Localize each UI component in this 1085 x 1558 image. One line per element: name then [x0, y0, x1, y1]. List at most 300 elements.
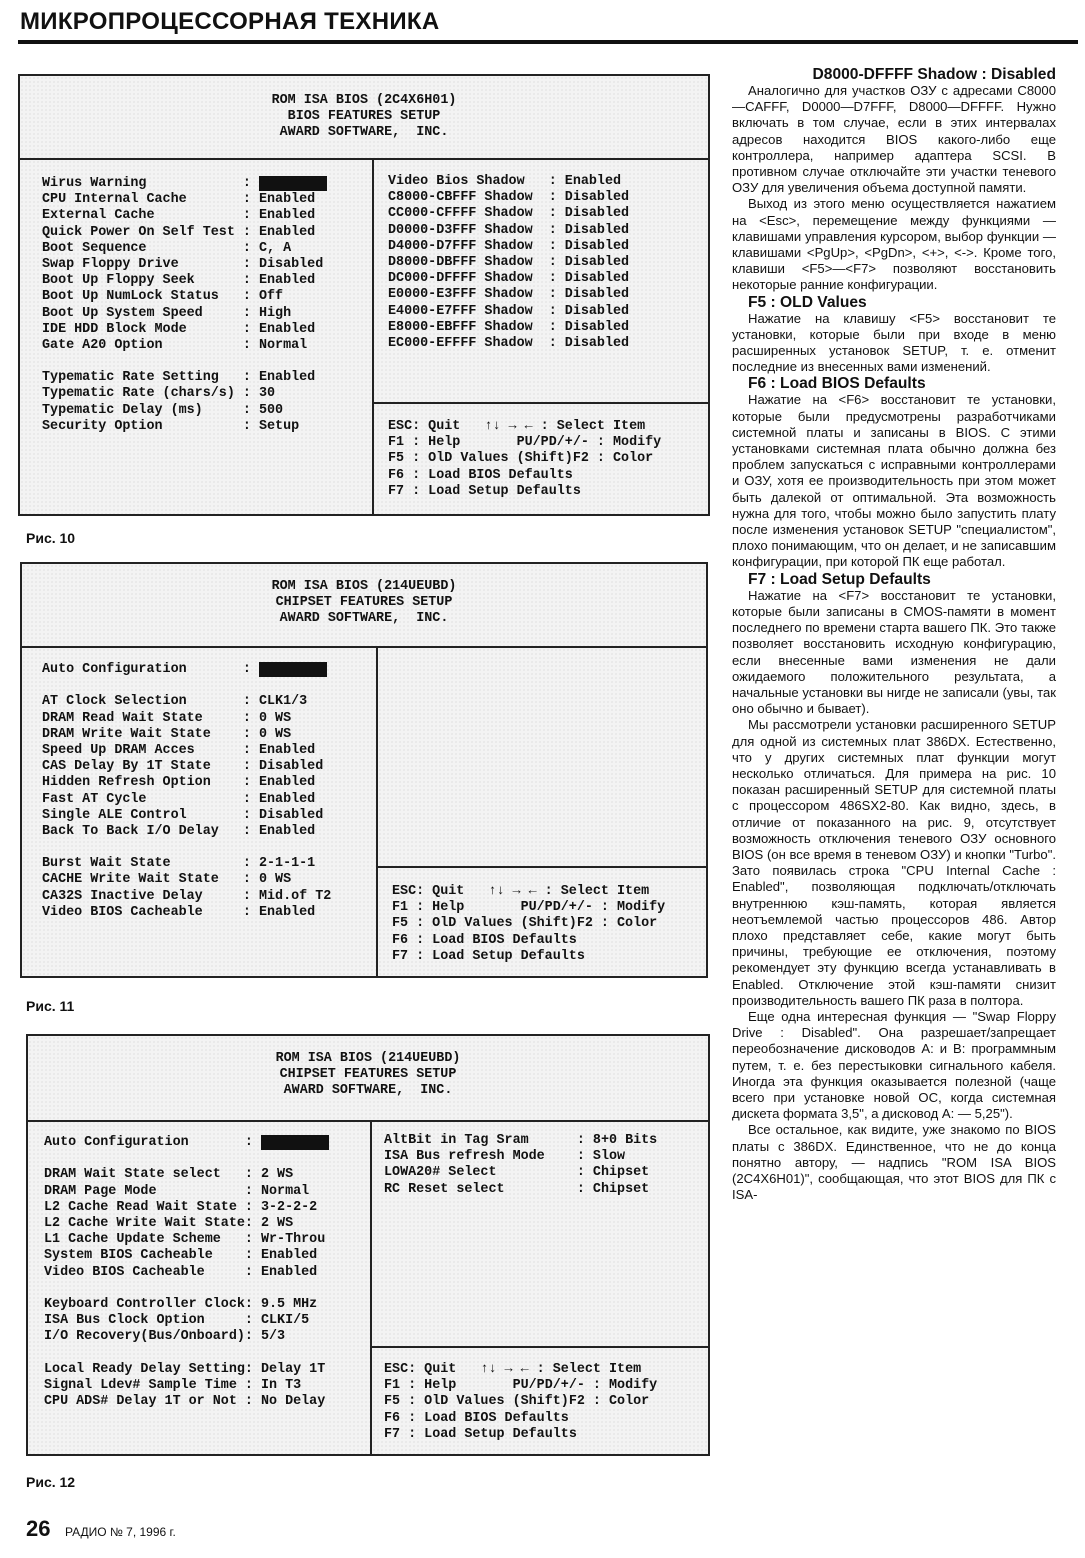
setting-value[interactable]: Delay 1T: [260, 1361, 326, 1377]
setting-label: L2 Cache Write Wait State: [44, 1215, 245, 1231]
setting-label: Wirus Warning: [42, 176, 147, 191]
setting-value[interactable]: Disabled: [564, 190, 630, 206]
setting-separator: :: [244, 1215, 261, 1231]
setting-separator: :: [548, 303, 565, 319]
setting-label: Boot Up System Speed: [42, 305, 203, 321]
setting-value[interactable]: Disabled: [258, 759, 324, 775]
setting-label: Security Option: [42, 418, 163, 434]
setting-row[interactable]: [388, 190, 629, 206]
publication-info: РАДИО № 7, 1996 г.: [64, 1525, 176, 1539]
setting-row[interactable]: [42, 872, 331, 888]
setting-separator: :: [244, 1135, 261, 1150]
setting-row[interactable]: [42, 386, 327, 402]
setting-label: DRAM Read Wait State: [42, 710, 203, 726]
bios-header-line: CHIPSET FEATURES SETUP: [275, 595, 453, 611]
keys-divider: [371, 1346, 708, 1348]
setting-row[interactable]: [42, 759, 331, 775]
key-hint: F6 : Load BIOS Defaults: [388, 467, 573, 483]
setting-separator: :: [242, 256, 259, 272]
key-hint: F1 : Help PU/PD/+/- : Modify: [384, 1378, 658, 1394]
article-heading: D8000-DFFFF Shadow : Disabled: [812, 66, 1056, 83]
setting-row[interactable]: [42, 792, 331, 808]
setting-separator: :: [242, 208, 259, 224]
column-divider: [376, 646, 378, 976]
setting-separator: :: [242, 386, 259, 402]
setting-row[interactable]: [388, 304, 629, 320]
setting-value[interactable]: CLKI/5: [260, 1313, 310, 1329]
setting-label: Signal Ldev# Sample Time: [44, 1377, 237, 1393]
setting-value[interactable]: Enabled: [258, 273, 316, 289]
setting-separator: :: [242, 823, 259, 839]
setting-value[interactable]: Wr-Throu: [260, 1232, 326, 1248]
setting-row[interactable]: [384, 1165, 657, 1181]
setting-value[interactable]: Enabled: [564, 174, 622, 189]
setting-label: Single ALE Control: [42, 807, 187, 823]
setting-row[interactable]: [388, 336, 629, 352]
header-rule: [18, 40, 1078, 44]
setting-value[interactable]: Enabled: [258, 224, 316, 240]
selected-value-highlight[interactable]: [261, 1135, 329, 1150]
key-hint: F5 : OlD Values (Shift)F2 : Color: [384, 1394, 650, 1410]
setting-value[interactable]: Enabled: [258, 370, 316, 386]
setting-row[interactable]: [42, 289, 327, 305]
setting-value[interactable]: Slow: [592, 1149, 626, 1165]
setting-separator: :: [242, 856, 259, 872]
selected-value-highlight[interactable]: [259, 662, 327, 677]
setting-label: Video BIOS Cacheable: [42, 904, 203, 920]
setting-separator: :: [548, 238, 565, 254]
setting-row[interactable]: [42, 727, 331, 743]
setting-separator: :: [242, 694, 259, 710]
setting-label: AT Clock Selection: [42, 694, 187, 710]
setting-label: C8000-CBFFF Shadow: [388, 190, 533, 206]
setting-label: CPU Internal Cache: [42, 192, 187, 208]
page-number: 26: [26, 1516, 51, 1541]
setting-separator: :: [242, 321, 259, 337]
setting-row[interactable]: [388, 239, 629, 255]
setting-separator: :: [242, 273, 259, 289]
setting-row[interactable]: [42, 322, 327, 338]
setting-value[interactable]: 0 WS: [258, 726, 292, 742]
setting-separator: :: [244, 1377, 261, 1393]
setting-separator: :: [244, 1361, 261, 1377]
key-hint: F6 : Load BIOS Defaults: [392, 932, 577, 948]
setting-value[interactable]: Mid.of T2: [258, 888, 332, 904]
setting-value[interactable]: Disabled: [564, 335, 630, 351]
setting-row[interactable]: [384, 1182, 657, 1198]
bios-screen-fig12: [26, 1034, 710, 1456]
bios-header-line: AWARD SOFTWARE, INC.: [283, 1083, 453, 1099]
setting-label: Gate A20 Option: [42, 337, 163, 353]
setting-separator: :: [244, 1296, 261, 1312]
figure-caption: Рис. 11: [26, 998, 75, 1014]
article-paragraph: Нажатие на клавишу <F5> восстановит те установки, которые были при входе в меню расширенных установок SETUP, т. е. отменит последние из внесенных вами изменений.: [732, 310, 1056, 375]
settings-right: [384, 1133, 657, 1198]
setting-separator: :: [548, 222, 565, 238]
setting-label: ISA Bus refresh Mode: [384, 1149, 545, 1165]
article-paragraph: Мы рассмотрели установки расширенного SETUP для одной из системных плат 386DX. Естественно, что у других системных плат функции могут несколько отличаться. Для примера на рис. 10 показан расширенный SETUP для системной платы с процессором 486SX2-80. Как видно, здесь, в отличие от показанного на рис. 9, отсутствует возможность отключения теневого ОЗУ основного BIOS (он все время в теневом ОЗУ) и кнопки "Turbo". Зато появилась строка "CPU Internal Cache : Enabled", позволяющая подключать/отключать внутреннюю кэш-память, которая является неотъемлемой частью процессоров 486. Автор плохо представляет себе, какие могут быть причины, требующие ее отключения, поэтому рекомендует эту функцию всегда устанавливать в Enabled. Отключение этой кэш-памяти снизит производительность вашего ПК раза в полтора.: [732, 717, 1056, 1008]
setting-separator: :: [244, 1329, 261, 1345]
setting-row[interactable]: [42, 338, 327, 354]
row-spacer: [42, 678, 331, 694]
setting-value[interactable]: Disabled: [258, 807, 324, 823]
setting-separator: :: [244, 1232, 261, 1248]
setting-label: External Cache: [42, 208, 155, 224]
setting-row[interactable]: [42, 208, 327, 224]
setting-row[interactable]: [42, 192, 327, 208]
setting-separator: :: [548, 335, 565, 351]
setting-separator: :: [242, 726, 259, 742]
key-hint: F5 : OlD Values (Shift)F2 : Color: [392, 916, 658, 932]
setting-row[interactable]: [42, 176, 327, 192]
settings-left: [42, 662, 331, 921]
setting-row[interactable]: [42, 775, 331, 791]
setting-row[interactable]: [42, 905, 331, 921]
article-heading: F5 : OLD Values: [748, 293, 867, 311]
setting-row[interactable]: [44, 1200, 329, 1216]
setting-value[interactable]: Enabled: [258, 192, 316, 208]
key-legend: [384, 1362, 657, 1443]
setting-row[interactable]: [42, 662, 331, 678]
key-hint: ESC: Quit ↑↓ → ← : Select Item: [388, 419, 646, 434]
setting-separator: :: [242, 289, 259, 305]
setting-row[interactable]: [42, 225, 327, 241]
setting-value[interactable]: Enabled: [258, 742, 316, 758]
article-paragraph: Еще одна интересная функция — "Swap Floppy Drive : Disabled". Она разрешает/запрещает переобозначение дисководов A: и B: программным путем, т. е. без перестыковки сигнального кабеля. Иногда эта функция оказывается полезной (чаще всего при установке новой ОС, когда системная дискета формата 3,5", а дисковод A: — 5,25").: [732, 1008, 1056, 1122]
setting-row[interactable]: [44, 1313, 329, 1329]
setting-separator: :: [244, 1167, 261, 1183]
row-spacer: [44, 1345, 329, 1361]
setting-label: Video BIOS Cacheable: [44, 1264, 205, 1280]
setting-row[interactable]: [388, 320, 629, 336]
setting-separator: :: [244, 1313, 261, 1329]
setting-separator: :: [242, 904, 259, 920]
settings-right: [388, 174, 629, 352]
article-paragraph: Аналогично для участков ОЗУ с адресами C8000—CAFFF, D0000—D7FFF, D8000—DFFFF. Нужно включать в том случае, если в этих интервалах адресов находится BIOS какого-либо еще контроллера, например адаптера SCSI. В противном случае отключайте эти участки теневого ОЗУ для увеличения объема доступной памяти.: [732, 83, 1056, 196]
bios-header: [20, 76, 708, 160]
bios-header-line: AWARD SOFTWARE, INC.: [279, 125, 449, 141]
setting-label: DC000-DFFFF Shadow: [388, 271, 533, 287]
setting-value[interactable]: C, A: [258, 240, 292, 256]
bios-header-line: BIOS FEATURES SETUP: [287, 109, 441, 125]
setting-label: IDE HDD Block Mode: [42, 321, 187, 337]
setting-separator: :: [548, 190, 565, 206]
setting-separator: :: [548, 174, 565, 189]
setting-label: Hidden Refresh Option: [42, 775, 211, 791]
setting-row[interactable]: [388, 206, 629, 222]
setting-separator: :: [244, 1199, 261, 1215]
key-hint: F7 : Load Setup Defaults: [384, 1426, 577, 1442]
setting-value[interactable]: Off: [258, 289, 284, 305]
setting-separator: :: [242, 176, 259, 191]
setting-row[interactable]: [42, 889, 331, 905]
setting-value[interactable]: Disabled: [564, 287, 630, 303]
setting-label: LOWA20# Select: [384, 1165, 497, 1181]
setting-value[interactable]: Disabled: [564, 271, 630, 287]
setting-value[interactable]: In T3: [260, 1377, 302, 1393]
setting-value[interactable]: Disabled: [564, 319, 630, 335]
setting-separator: :: [242, 337, 259, 353]
keys-divider: [377, 866, 706, 868]
setting-label: Local Ready Delay Setting: [44, 1361, 245, 1377]
setting-label: System BIOS Cacheable: [44, 1248, 213, 1264]
setting-value[interactable]: Enabled: [260, 1264, 318, 1280]
setting-separator: :: [242, 710, 259, 726]
key-hint: F7 : Load Setup Defaults: [392, 948, 585, 964]
setting-separator: :: [242, 370, 259, 386]
setting-value[interactable]: 5/3: [260, 1329, 286, 1345]
setting-value[interactable]: Normal: [258, 337, 308, 353]
setting-separator: :: [242, 662, 259, 677]
page-footer: [26, 1516, 176, 1542]
setting-separator: :: [242, 305, 259, 321]
article-heading: F6 : Load BIOS Defaults: [748, 375, 926, 393]
setting-row[interactable]: [42, 257, 327, 273]
setting-row[interactable]: [42, 273, 327, 289]
setting-row[interactable]: [42, 856, 331, 872]
setting-label: DRAM Wait State select: [44, 1167, 221, 1183]
article-paragraph: Выход из этого меню осуществляется нажатием на <Esc>, перемещение между функциями — клавишами управления курсором, выбор функции — клавишами <PgUp>, <PgDn>, <+>, <->. Кроме того, клавиши <F5>—<F7> позволяют восстановить некоторые ранние конфигурации.: [732, 196, 1056, 293]
setting-separator: :: [548, 271, 565, 287]
setting-value[interactable]: Enabled: [258, 321, 316, 337]
setting-row[interactable]: [44, 1184, 329, 1200]
setting-label: Fast AT Cycle: [42, 791, 147, 807]
row-spacer: [42, 840, 331, 856]
setting-label: CC000-CFFFF Shadow: [388, 206, 533, 222]
setting-row[interactable]: [44, 1248, 329, 1264]
bios-header-line: ROM ISA BIOS (214UEUBD): [275, 1051, 461, 1066]
setting-value[interactable]: Enabled: [258, 208, 316, 224]
column-divider: [372, 158, 374, 514]
bios-header-line: AWARD SOFTWARE, INC.: [279, 611, 449, 627]
bios-header-line: ROM ISA BIOS (214UEUBD): [271, 579, 457, 594]
setting-value[interactable]: Enabled: [258, 904, 316, 920]
setting-separator: :: [244, 1183, 261, 1199]
setting-value[interactable]: 2 WS: [260, 1215, 294, 1231]
setting-row[interactable]: [44, 1265, 329, 1281]
setting-row[interactable]: [388, 255, 629, 271]
setting-label: RC Reset select: [384, 1181, 505, 1197]
setting-row[interactable]: [44, 1135, 329, 1151]
figure-caption: Рис. 10: [26, 530, 76, 546]
setting-label: L1 Cache Update Scheme: [44, 1232, 221, 1248]
setting-row[interactable]: [42, 370, 327, 386]
bios-header-line: ROM ISA BIOS (2C4X6H01): [271, 93, 457, 108]
figure-caption: Рис. 12: [26, 1474, 76, 1490]
setting-value[interactable]: 0 WS: [258, 710, 292, 726]
setting-separator: :: [576, 1133, 593, 1148]
setting-value[interactable]: Enabled: [258, 823, 316, 839]
row-spacer: [44, 1281, 329, 1297]
setting-row[interactable]: [388, 223, 629, 239]
setting-separator: :: [242, 775, 259, 791]
setting-row[interactable]: [42, 743, 331, 759]
setting-label: AltBit in Tag Sram: [384, 1133, 529, 1148]
setting-value[interactable]: 2 WS: [260, 1167, 294, 1183]
setting-separator: :: [242, 192, 259, 208]
article-paragraph: Нажатие на <F6> восстановит те установки, которые были предусмотрены разработчиками системной платы и записаны в BIOS. С этими установками системная плата обычно должна без проблем запускаться с исправными контроллерами и ОЗУ, хотя ее производительность при этом может быть далекой от оптимальной. Эта возможность нужна для того, чтобы можно было запустить плату после изменения установок SETUP "специалистом", плохо понимающим, что он делает, и не записавшим конфигурации, при которой ПК еще работал.: [732, 392, 1056, 570]
setting-row[interactable]: [44, 1216, 329, 1232]
setting-value[interactable]: Enabled: [260, 1248, 318, 1264]
setting-separator: :: [244, 1264, 261, 1280]
setting-row[interactable]: [42, 694, 331, 710]
setting-row[interactable]: [384, 1149, 657, 1165]
key-hint: F1 : Help PU/PD/+/- : Modify: [388, 435, 662, 451]
setting-label: D8000-DBFFF Shadow: [388, 254, 533, 270]
setting-row[interactable]: [42, 403, 327, 419]
setting-separator: :: [242, 807, 259, 823]
setting-label: Burst Wait State: [42, 856, 171, 872]
setting-value[interactable]: 3-2-2-2: [260, 1199, 318, 1215]
setting-row[interactable]: [44, 1378, 329, 1394]
key-hint: F6 : Load BIOS Defaults: [384, 1410, 569, 1426]
setting-separator: :: [242, 402, 259, 418]
setting-row[interactable]: [44, 1329, 329, 1345]
setting-separator: :: [548, 287, 565, 303]
setting-value[interactable]: 30: [258, 386, 276, 402]
setting-label: Speed Up DRAM Acces: [42, 742, 195, 758]
setting-separator: :: [242, 240, 259, 256]
setting-row[interactable]: [388, 174, 629, 190]
setting-label: I/O Recovery(Bus/Onboard): [44, 1329, 245, 1345]
setting-label: ISA Bus Clock Option: [44, 1313, 205, 1329]
setting-value[interactable]: 8+0 Bits: [592, 1133, 658, 1148]
setting-label: Keyboard Controller Clock: [44, 1296, 245, 1312]
key-legend: [392, 884, 665, 965]
key-hint: ESC: Quit ↑↓ → ← : Select Item: [392, 884, 650, 899]
setting-value[interactable]: No Delay: [260, 1394, 326, 1409]
selected-value-highlight[interactable]: [259, 176, 327, 191]
setting-row[interactable]: [44, 1297, 329, 1313]
setting-row[interactable]: [44, 1394, 329, 1410]
setting-separator: :: [242, 224, 259, 240]
setting-label: CA32S Inactive Delay: [42, 888, 203, 904]
setting-value[interactable]: Disabled: [564, 222, 630, 238]
setting-row[interactable]: [42, 808, 331, 824]
setting-value[interactable]: Chipset: [592, 1165, 650, 1181]
setting-value[interactable]: Disabled: [564, 206, 630, 222]
row-spacer: [44, 1151, 329, 1167]
bios-header: [28, 1036, 708, 1122]
setting-separator: :: [242, 759, 259, 775]
setting-label: Typematic Rate Setting: [42, 370, 219, 386]
setting-label: DRAM Page Mode: [44, 1183, 157, 1199]
setting-label: Swap Floppy Drive: [42, 256, 179, 272]
setting-label: Typematic Rate (chars/s): [42, 386, 235, 402]
key-legend: [388, 419, 661, 500]
column-divider: [370, 1120, 372, 1454]
bios-header: [22, 564, 706, 648]
setting-label: D0000-D3FFF Shadow: [388, 222, 533, 238]
setting-separator: :: [548, 319, 565, 335]
setting-label: Video Bios Shadow: [388, 174, 525, 189]
key-hint: F5 : OlD Values (Shift)F2 : Color: [388, 451, 654, 467]
setting-separator: :: [548, 254, 565, 270]
key-hint: F1 : Help PU/PD/+/- : Modify: [392, 900, 666, 916]
setting-value[interactable]: Normal: [260, 1183, 310, 1199]
setting-row[interactable]: [388, 271, 629, 287]
setting-row[interactable]: [388, 287, 629, 303]
setting-value[interactable]: CLK1/3: [258, 694, 308, 710]
setting-value[interactable]: Disabled: [564, 303, 630, 319]
setting-label: Boot Up Floppy Seek: [42, 273, 195, 289]
setting-value[interactable]: Disabled: [564, 238, 630, 254]
bios-screen-fig11: [20, 562, 708, 978]
setting-row[interactable]: [42, 419, 327, 435]
settings-left: [42, 176, 327, 435]
section-title: МИКРОПРОЦЕССОРНАЯ ТЕХНИКА: [20, 8, 440, 35]
article-paragraph: Нажатие на <F7> восстановит те установки, которые были записаны в CMOS-памяти в момент последнего по времени старта вашего ПК. Это также позволяет восстановить исходную конфигурацию, если внесенные вами изменения не дали ожидаемого положительного результата, а начальные установки вы нигде не записали (увы, так оно обычно и бывает).: [732, 587, 1056, 717]
setting-separator: :: [244, 1248, 261, 1264]
article-heading: F7 : Load Setup Defaults: [748, 570, 931, 588]
setting-separator: :: [244, 1394, 261, 1409]
setting-row[interactable]: [44, 1362, 329, 1378]
setting-label: E4000-E7FFF Shadow: [388, 303, 533, 319]
setting-value[interactable]: Enabled: [258, 791, 316, 807]
setting-value[interactable]: Chipset: [592, 1181, 650, 1197]
setting-label: CAS Delay By 1T State: [42, 759, 211, 775]
key-hint: F7 : Load Setup Defaults: [388, 483, 581, 499]
setting-row[interactable]: [42, 824, 331, 840]
setting-value[interactable]: Disabled: [258, 256, 324, 272]
setting-label: Boot Up NumLock Status: [42, 289, 219, 305]
setting-row[interactable]: [42, 241, 327, 257]
setting-label: Quick Power On Self Test: [42, 224, 235, 240]
setting-value[interactable]: 0 WS: [258, 872, 292, 888]
setting-separator: :: [242, 742, 259, 758]
setting-label: EC000-EFFFF Shadow: [388, 335, 533, 351]
setting-row[interactable]: [42, 306, 327, 322]
setting-label: D4000-D7FFF Shadow: [388, 238, 533, 254]
setting-label: Auto Configuration: [44, 1135, 189, 1150]
settings-left: [44, 1135, 329, 1410]
bios-screen-fig10: [18, 74, 710, 516]
setting-row[interactable]: [44, 1167, 329, 1183]
setting-label: Boot Sequence: [42, 240, 147, 256]
setting-separator: :: [242, 418, 259, 434]
keys-divider: [373, 402, 708, 404]
setting-label: Auto Configuration: [42, 662, 187, 677]
setting-label: CPU ADS# Delay 1T or Not: [44, 1394, 237, 1409]
setting-label: L2 Cache Read Wait State: [44, 1199, 237, 1215]
setting-separator: :: [242, 791, 259, 807]
setting-separator: :: [576, 1165, 593, 1181]
setting-row[interactable]: [42, 711, 331, 727]
bios-header-line: CHIPSET FEATURES SETUP: [279, 1067, 457, 1083]
setting-separator: :: [576, 1149, 593, 1165]
article-paragraph: Все остальное, как видите, уже знакомо по BIOS платы с 386DX. Единственное, что не до конца понятно автору, — надпись "ROM ISA BIOS (2C4X6H01)", сообщающая, что этот BIOS для ПК с ISA-: [732, 1122, 1056, 1203]
setting-label: Back To Back I/O Delay: [42, 823, 219, 839]
setting-value[interactable]: 500: [258, 402, 284, 418]
setting-value[interactable]: High: [258, 305, 292, 321]
setting-value[interactable]: Enabled: [258, 775, 316, 791]
setting-label: Typematic Delay (ms): [42, 402, 203, 418]
setting-row[interactable]: [384, 1133, 657, 1149]
setting-separator: :: [576, 1181, 593, 1197]
setting-separator: :: [242, 872, 259, 888]
setting-label: DRAM Write Wait State: [42, 726, 211, 742]
row-spacer: [42, 354, 327, 370]
article-column: [732, 66, 1056, 1203]
setting-label: E8000-EBFFF Shadow: [388, 319, 533, 335]
setting-value[interactable]: 2-1-1-1: [258, 856, 316, 872]
setting-separator: :: [548, 206, 565, 222]
setting-row[interactable]: [44, 1232, 329, 1248]
setting-value[interactable]: Disabled: [564, 254, 630, 270]
setting-value[interactable]: Setup: [258, 418, 300, 434]
setting-value[interactable]: 9.5 MHz: [260, 1296, 318, 1312]
setting-separator: :: [242, 888, 259, 904]
